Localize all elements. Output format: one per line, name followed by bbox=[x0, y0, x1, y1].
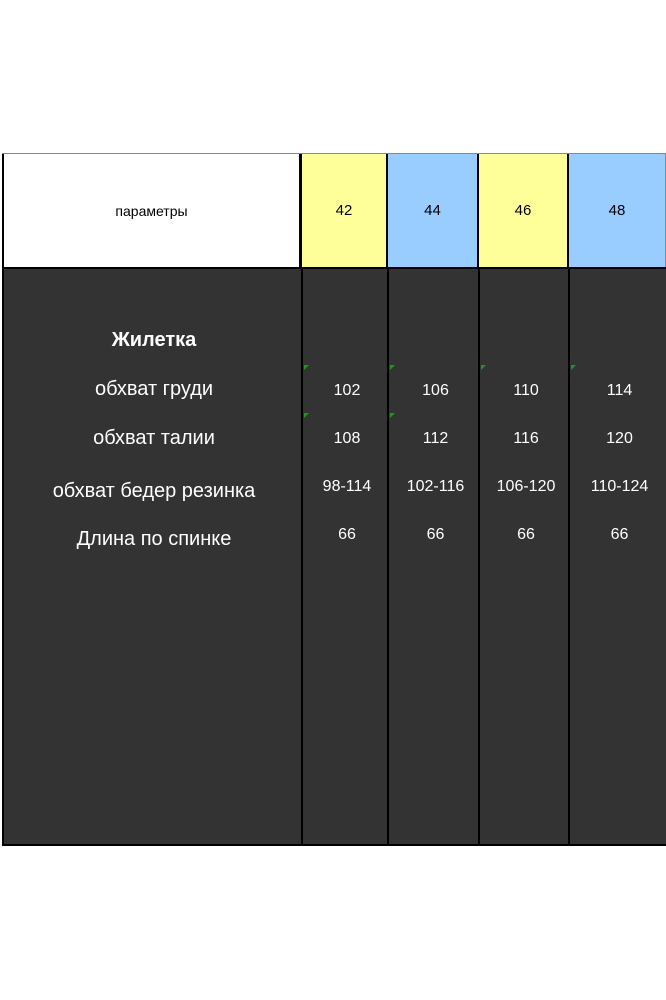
table-body bbox=[2, 269, 666, 846]
value-chest-42: 102 bbox=[333, 382, 361, 399]
comment-marker-icon bbox=[304, 413, 309, 418]
row-label-waist: обхват талии bbox=[93, 427, 215, 449]
value-chest-48: 114 bbox=[606, 382, 633, 399]
column-divider bbox=[568, 269, 570, 844]
row-label-chest: обхват груди bbox=[94, 378, 214, 400]
value-waist-42: 108 bbox=[333, 430, 361, 447]
value-chest-46: 110 bbox=[513, 382, 539, 399]
column-divider bbox=[387, 269, 389, 844]
row-label-back-length: Длина по спинке bbox=[76, 528, 232, 550]
params-header: параметры bbox=[2, 154, 302, 267]
comment-marker-icon bbox=[390, 413, 395, 418]
size-44-header: 44 bbox=[388, 154, 479, 267]
value-hips-46: 106-120 bbox=[496, 478, 556, 495]
comment-marker-icon bbox=[571, 365, 576, 370]
label-column bbox=[4, 269, 304, 844]
value-hips-44: 102-116 bbox=[406, 478, 465, 495]
section-title: Жилетка bbox=[111, 329, 197, 351]
column-divider bbox=[478, 269, 480, 844]
comment-marker-icon bbox=[304, 365, 309, 370]
size-48-header: 48 bbox=[569, 154, 666, 267]
size-46-header: 46 bbox=[479, 154, 569, 267]
value-chest-44: 106 bbox=[422, 382, 449, 399]
value-hips-48: 110-124 bbox=[590, 478, 649, 495]
header-row bbox=[2, 153, 666, 269]
row-label-hips: обхват бедер резинка bbox=[52, 480, 256, 502]
value-waist-44: 112 bbox=[422, 430, 449, 447]
value-waist-46: 116 bbox=[513, 430, 539, 447]
value-back-length-46: 66 bbox=[517, 526, 535, 543]
value-back-length-44: 66 bbox=[426, 526, 445, 543]
value-hips-42: 98-114 bbox=[322, 478, 372, 495]
value-back-length-42: 66 bbox=[338, 526, 356, 543]
size-42-header: 42 bbox=[302, 154, 388, 267]
value-back-length-48: 66 bbox=[610, 526, 629, 543]
comment-marker-icon bbox=[481, 365, 486, 370]
comment-marker-icon bbox=[390, 365, 395, 370]
value-waist-48: 120 bbox=[606, 430, 633, 447]
size-table bbox=[2, 153, 666, 846]
